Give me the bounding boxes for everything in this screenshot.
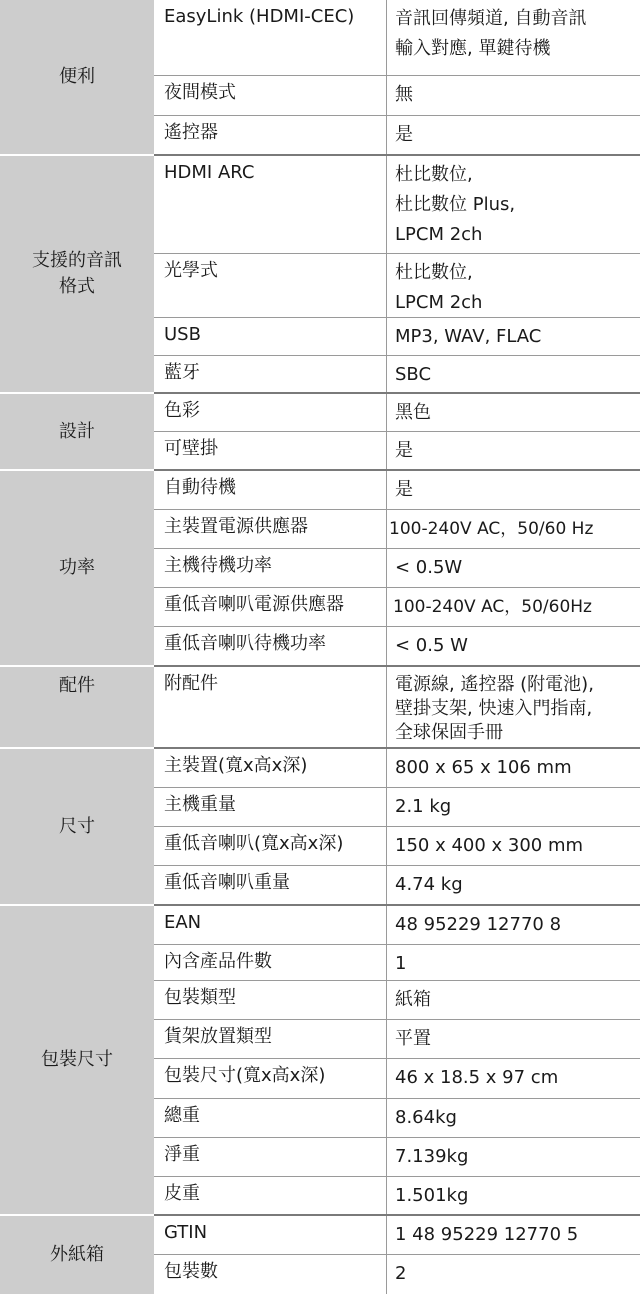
table-row: [154, 471, 640, 510]
category-cell: [0, 471, 154, 667]
value-cell: [386, 116, 640, 154]
table-row: [154, 627, 640, 667]
value-cell: [386, 627, 640, 665]
feature-label: HDMI ARC: [164, 162, 255, 183]
value-cell: [386, 156, 640, 253]
feature-label: 包裝類型: [164, 987, 236, 1008]
table-row: [154, 945, 640, 981]
feature-value: 音訊回傳頻道, 自動音訊 輸入對應, 單鍵待機: [395, 8, 587, 59]
feature-value: 150 x 400 x 300 mm: [395, 835, 584, 856]
feature-label: 包裝尺寸(寬x高x深): [164, 1065, 326, 1086]
feature-label: 重低音喇叭待機功率: [164, 633, 326, 654]
feature-label: 重低音喇叭重量: [164, 872, 290, 893]
feature-value: SBC: [395, 364, 432, 385]
table-row: [154, 1059, 640, 1099]
value-cell: [386, 749, 640, 787]
table-row: [154, 1099, 640, 1138]
category-cell: [0, 667, 154, 749]
feature-label: 夜間模式: [164, 82, 236, 103]
table-row: [154, 432, 640, 471]
category-label: 配件: [59, 675, 95, 696]
category-label: 支援的音訊 格式: [32, 250, 122, 297]
value-cell: [386, 906, 640, 944]
feature-value: 無: [395, 84, 413, 105]
category-label: 設計: [59, 420, 95, 442]
feature-label: 主機重量: [164, 794, 236, 815]
feature-label: 主裝置電源供應器: [164, 516, 308, 537]
feature-value: 7.139kg: [395, 1146, 469, 1167]
feature-label: 重低音喇叭(寬x高x深): [164, 833, 344, 854]
feature-value: 46 x 18.5 x 97 cm: [395, 1067, 559, 1088]
value-cell: [386, 510, 635, 548]
feature-value: 是: [395, 440, 413, 461]
value-cell: [386, 1255, 640, 1294]
value-cell: [386, 827, 640, 865]
table-row: [154, 394, 640, 432]
feature-label: 可壁掛: [164, 438, 218, 459]
table-row: [154, 1216, 640, 1255]
table-row: [154, 1020, 640, 1059]
feature-value: 8.64kg: [395, 1107, 457, 1128]
value-cell: [386, 471, 640, 509]
feature-value: 100-240V AC，50/60Hz: [393, 597, 592, 617]
value-cell: [386, 667, 640, 747]
feature-label: 淨重: [164, 1144, 200, 1165]
category-cell: [0, 0, 154, 156]
category-label: 尺寸: [59, 815, 95, 837]
value-cell: [386, 432, 640, 469]
value-cell: [386, 549, 640, 587]
feature-label: 總重: [164, 1105, 200, 1126]
feature-value: 是: [395, 479, 413, 500]
feature-value: 1.501kg: [395, 1185, 469, 1206]
value-cell: [386, 588, 639, 626]
feature-label: 遙控器: [164, 122, 218, 143]
category-label: 功率: [59, 557, 95, 578]
category-cell: [0, 156, 154, 394]
value-cell: [386, 945, 640, 980]
table-row: [154, 76, 640, 116]
feature-value: 是: [395, 124, 413, 145]
value-cell: [386, 1138, 640, 1176]
feature-value: 4.74 kg: [395, 874, 463, 895]
table-row: [154, 356, 640, 394]
feature-label: 貨架放置類型: [164, 1026, 272, 1047]
feature-label: 重低音喇叭電源供應器: [164, 594, 344, 615]
feature-label: 附配件: [164, 673, 218, 694]
feature-value: < 0.5 W: [395, 635, 468, 656]
category-cell: [0, 749, 154, 906]
table-row: [154, 749, 640, 788]
feature-value: MP3, WAV, FLAC: [395, 326, 542, 347]
table-row: [154, 318, 640, 356]
value-cell: [386, 356, 640, 392]
feature-value: 2.1 kg: [395, 796, 452, 817]
feature-value: 100-240V AC，50/60 Hz: [389, 519, 594, 539]
feature-value: 平置: [395, 1028, 431, 1049]
feature-label: USB: [164, 324, 201, 345]
table-row: [154, 510, 640, 549]
table-row: [154, 981, 640, 1020]
feature-label: 內含產品件數: [164, 951, 272, 972]
feature-value: 1: [395, 953, 407, 974]
table-row: [154, 156, 640, 254]
value-cell: [386, 0, 640, 75]
value-cell: [386, 981, 640, 1019]
feature-value: 杜比數位, 杜比數位 Plus, LPCM 2ch: [395, 164, 516, 245]
value-cell: [386, 1059, 640, 1098]
table-row: [154, 116, 640, 156]
value-cell: [386, 254, 640, 317]
feature-label: 包裝數: [164, 1261, 218, 1282]
feature-label: 藍牙: [164, 362, 200, 383]
table-row: [154, 1255, 640, 1294]
table-row: [154, 906, 640, 945]
feature-value: 800 x 65 x 106 mm: [395, 757, 572, 778]
value-cell: [386, 866, 640, 904]
feature-label: GTIN: [164, 1222, 208, 1243]
table-row: [154, 788, 640, 827]
value-cell: [386, 1099, 640, 1137]
feature-value: 黑色: [395, 402, 431, 423]
feature-value: 2: [395, 1263, 407, 1284]
feature-value: 48 95229 12770 8: [395, 914, 562, 935]
table-row: [154, 667, 640, 749]
value-cell: [386, 1216, 640, 1254]
category-cell: [0, 1216, 154, 1294]
value-cell: [386, 788, 640, 826]
category-label: 便利: [59, 66, 95, 87]
feature-label: EAN: [164, 912, 202, 933]
category-cell: [0, 906, 154, 1216]
table-row: [154, 254, 640, 318]
category-cell: [0, 394, 154, 471]
table-row: [154, 1138, 640, 1177]
value-cell: [386, 1020, 640, 1058]
table-row: [154, 549, 640, 588]
feature-label: 皮重: [164, 1183, 200, 1204]
table-row: [154, 0, 640, 76]
feature-value: 杜比數位, LPCM 2ch: [395, 262, 483, 313]
feature-label: 主裝置(寬x高x深): [164, 755, 308, 776]
category-label: 外紙箱: [50, 1244, 104, 1265]
table-row: [154, 588, 640, 627]
feature-label: 自動待機: [164, 477, 236, 498]
category-label: 包裝尺寸: [41, 1049, 113, 1070]
feature-label: 色彩: [164, 400, 200, 421]
table-row: [154, 866, 640, 906]
feature-label: 光學式: [164, 260, 218, 281]
value-cell: [386, 1177, 640, 1214]
feature-value: 電源線, 遙控器 (附電池), 壁掛支架, 快速入門指南, 全球保固手冊: [395, 674, 594, 743]
table-row: [154, 1177, 640, 1216]
feature-value: 1 48 95229 12770 5: [395, 1224, 579, 1245]
feature-value: 紙箱: [395, 989, 431, 1010]
feature-label: 主機待機功率: [164, 555, 272, 576]
value-cell: [386, 318, 640, 355]
table-row: [154, 827, 640, 866]
value-cell: [386, 76, 640, 115]
value-cell: [386, 394, 640, 431]
feature-value: < 0.5W: [395, 557, 463, 578]
feature-label: EasyLink (HDMI-CEC): [164, 6, 355, 27]
